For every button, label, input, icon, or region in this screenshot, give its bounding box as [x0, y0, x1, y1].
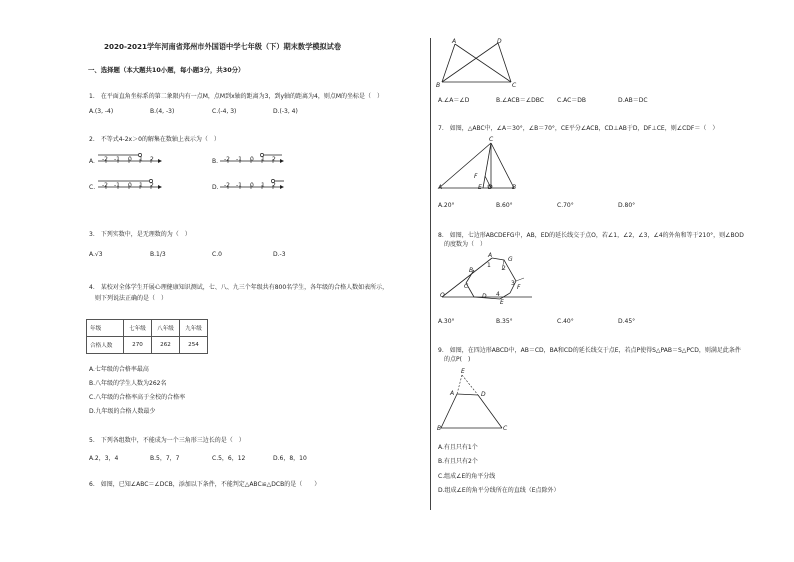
q4-option-d[interactable]: D.九年级的合格人数最少 — [89, 408, 156, 415]
q2-a-tick: 1 — [139, 156, 143, 163]
column-divider — [430, 38, 431, 510]
q1-option-b[interactable]: B.(4, -3) — [150, 108, 175, 115]
q2-c-tick: -1 — [114, 182, 120, 189]
q6-option-c[interactable]: C.AC＝DB — [557, 97, 587, 104]
q2-c-tick: -2 — [102, 182, 108, 189]
table-cell: 254 — [180, 337, 208, 354]
q5-option-b[interactable]: B.5，7，7 — [150, 455, 180, 462]
q7-option-a[interactable]: A.20° — [438, 202, 455, 209]
q8-label-1: 1 — [487, 262, 491, 269]
q8-option-c[interactable]: C.40° — [557, 318, 574, 325]
q2-option-a[interactable]: A. — [89, 158, 95, 165]
q8-label-a: A — [488, 252, 493, 259]
q9-option-d[interactable]: D.组成∠E的角平分线所在的直线（E点除外） — [438, 487, 560, 494]
q8-label-f: F — [517, 284, 521, 291]
table-row — [87, 320, 208, 337]
table-row — [87, 337, 208, 354]
q3-option-a[interactable]: A.√3 — [89, 251, 103, 258]
q3-stem: 3. 下列实数中，是无理数的为（ ） — [89, 231, 191, 238]
q2-d-tick: 1 — [261, 182, 265, 189]
q2-d-tick: -1 — [236, 182, 242, 189]
q2-b-tick: -1 — [236, 156, 242, 163]
q4-option-b[interactable]: B.八年级的学生人数为262名 — [89, 380, 167, 387]
q2-a-tick: -2 — [102, 156, 108, 163]
q8-option-b[interactable]: B.35° — [496, 318, 513, 325]
q1-option-d[interactable]: D.(-3, 4) — [273, 108, 298, 115]
table-cell: 262 — [152, 337, 180, 354]
q9-option-c[interactable]: C.组成∠E的角平分线 — [438, 473, 496, 480]
q2-option-d[interactable]: D. — [212, 184, 219, 191]
q6-label-b: B — [436, 82, 441, 89]
q3-option-c[interactable]: C.0 — [212, 251, 222, 258]
q6-label-a: A — [452, 38, 457, 45]
q9-stem-line1: 9. 如图，在四边形ABCD中，AB＝CD，BA和CD的延长线交于点E，若点P使得S△PAB＝S△PCD，则满足此条件 — [438, 347, 741, 354]
q6-label-d: D — [497, 38, 502, 45]
q7-label-c: C — [489, 136, 494, 143]
table-cell: 270 — [124, 337, 152, 354]
q3-option-d[interactable]: D.-3 — [273, 251, 286, 258]
q9-label-b: B — [437, 425, 442, 432]
q8-stem-line1: 8. 如图，七边形ABCDEFG中，AB，ED的延长线交于点O，若∠1，∠2，∠3，∠4的外角和等于210°，则∠BOD — [438, 232, 744, 239]
q2-a-tick: -1 — [114, 156, 120, 163]
q7-option-c[interactable]: C.70° — [557, 202, 574, 209]
q5-option-a[interactable]: A.2，3，4 — [89, 455, 119, 462]
q9-label-e: E — [461, 368, 465, 375]
q2-option-c[interactable]: C. — [89, 184, 96, 191]
q8-stem-line2: 的度数为（ ） — [444, 241, 487, 248]
table-header-cell: 年级 — [87, 320, 124, 337]
q2-d-tick: 0 — [250, 182, 254, 189]
q4-stem-line1: 4. 某校对全体学生开展心理健康知识测试，七、八、九三个年级共有800名学生，各年级的合格人数如表所示， — [89, 284, 389, 291]
q8-label-o: O — [440, 292, 445, 299]
q6-option-d[interactable]: D.AB＝DC — [618, 97, 648, 104]
q1-option-c[interactable]: C.(-4, 3) — [212, 108, 237, 115]
q9-label-d: D — [481, 391, 486, 398]
q8-option-a[interactable]: A.30° — [438, 318, 455, 325]
q7-label-e: E — [478, 184, 482, 191]
q4-option-a[interactable]: A.七年级的合格率最高 — [89, 366, 149, 373]
q1-option-a[interactable]: A.(3, -4) — [89, 108, 114, 115]
q8-label-2: 2 — [502, 265, 506, 272]
section-heading: 一、选择题（本大题共10小题，每小题3分，共30分） — [88, 66, 245, 74]
grade-table — [86, 319, 208, 354]
q8-label-b: B — [469, 267, 474, 274]
q2-b-tick: -2 — [224, 156, 230, 163]
q8-label-d: D — [482, 293, 487, 300]
q8-figure — [436, 250, 536, 310]
q7-label-b: B — [512, 184, 517, 191]
exam-title: 2020-2021学年河南省郑州市外国语中学七年级（下）期末数学模拟试卷 — [104, 42, 342, 51]
q5-option-c[interactable]: C.5，6，12 — [212, 455, 246, 462]
q5-option-d[interactable]: D.6，8，10 — [273, 455, 307, 462]
q8-label-c: C — [464, 283, 469, 290]
q6-option-b[interactable]: B.∠ACB＝∠DBC — [496, 97, 544, 104]
q9-stem-line2: 的点P( ) — [444, 356, 471, 363]
q1-stem: 1. 在平面直角坐标系的第二象限内有一点M，点M到x轴的距离为3，到y轴的距离为4，则点M的坐标是（ ） — [89, 93, 383, 100]
q6-stem: 6. 如图，已知∠ABC＝∠DCB，添加以下条件，不能判定△ABC≌△DCB的是（ ） — [89, 481, 321, 488]
q8-option-d[interactable]: D.45° — [618, 318, 636, 325]
q2-b-tick: 2 — [272, 156, 276, 163]
table-row-label: 合格人数 — [87, 337, 124, 354]
q5-stem: 5. 下列各组数中，不能成为一个三角形三边长的是（ ） — [89, 437, 245, 444]
q9-label-c: C — [503, 425, 508, 432]
q2-stem: 2. 不等式4-2x＞0的解集在数轴上表示为（ ） — [89, 136, 220, 143]
q2-c-tick: 1 — [139, 182, 143, 189]
q7-label-f: F — [474, 173, 478, 180]
q9-option-a[interactable]: A.有且只有1个 — [438, 444, 478, 451]
q8-label-e: E — [500, 299, 504, 306]
q2-b-tick: 0 — [250, 156, 254, 163]
q2-d-tick: -2 — [224, 182, 230, 189]
table-header-cell: 八年级 — [152, 320, 180, 337]
q7-option-b[interactable]: B.60° — [496, 202, 513, 209]
q2-a-tick: 2 — [150, 156, 154, 163]
q6-label-c: C — [512, 82, 517, 89]
q4-stem-line2: 则下列说法正确的是（ ） — [95, 295, 168, 302]
q6-option-a[interactable]: A.∠A＝∠D — [438, 97, 470, 104]
q2-b-tick: 1 — [261, 156, 265, 163]
q9-label-a: A — [450, 390, 455, 397]
q8-label-4: 4 — [496, 291, 500, 298]
q2-c-tick: 2 — [150, 182, 154, 189]
q7-option-d[interactable]: D.80° — [618, 202, 636, 209]
q7-label-d: D — [488, 184, 493, 191]
table-header-cell: 七年级 — [124, 320, 152, 337]
q7-stem: 7. 如图，△ABC中，∠A＝30°，∠B＝70°，CE平分∠ACB，CD⊥AB于D，DF⊥CE，则∠CDF＝（ ） — [438, 125, 719, 132]
q2-option-b[interactable]: B. — [212, 158, 219, 165]
q4-option-c[interactable]: C.八年级的合格率高于全校的合格率 — [89, 394, 186, 401]
q2-a-tick: 0 — [128, 156, 132, 163]
q3-option-b[interactable]: B.1/3 — [150, 251, 166, 258]
q8-label-3: 3 — [511, 280, 515, 287]
q2-d-tick: 2 — [272, 182, 276, 189]
q9-option-b[interactable]: B.有且只有2个 — [438, 458, 478, 465]
table-header-cell: 九年级 — [180, 320, 208, 337]
q7-label-a: A — [438, 184, 443, 191]
q8-label-g: G — [508, 256, 513, 263]
q2-c-tick: 0 — [128, 182, 132, 189]
